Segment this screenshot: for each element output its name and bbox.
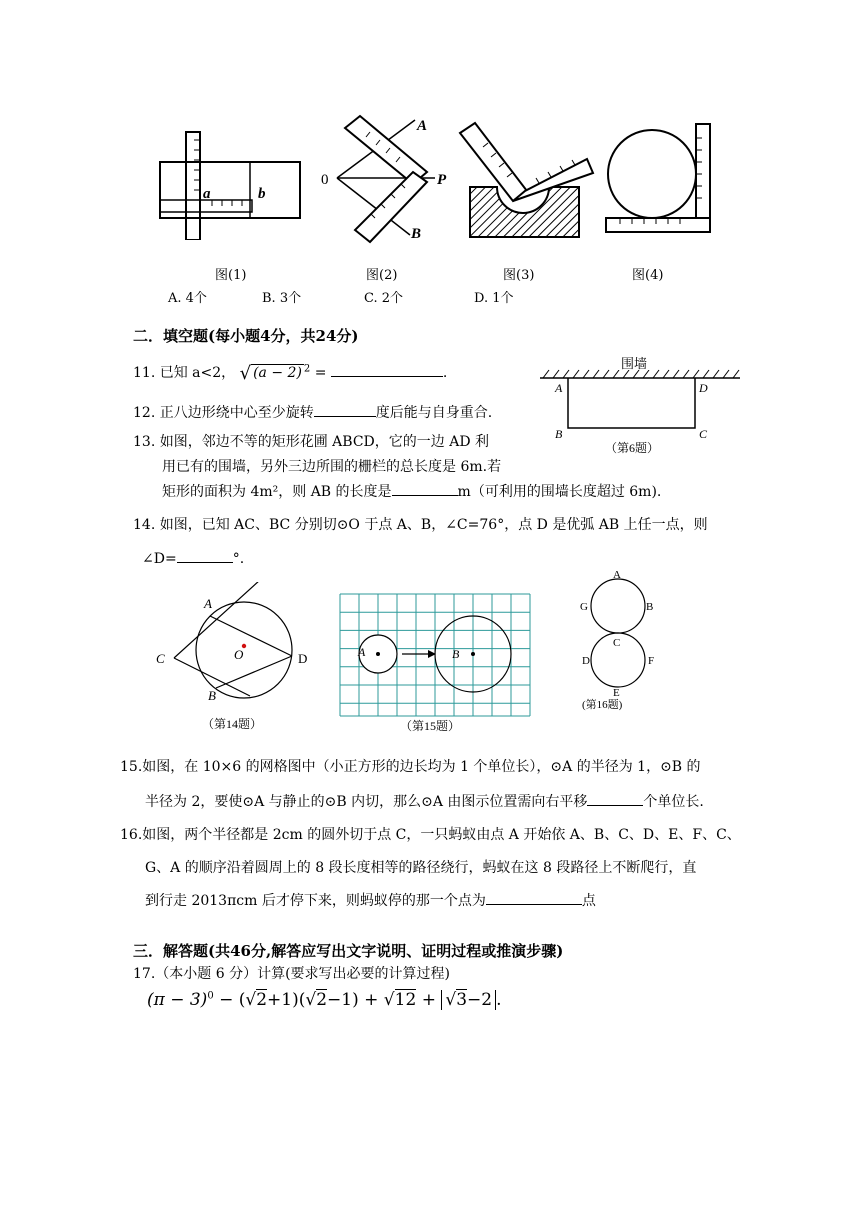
q13-answer-blank[interactable] [392,481,458,496]
q13-line3-post: m（可利用的围墙长度超过 6m). [457,484,662,500]
formula-pi-part: (π − 3) [147,990,208,1010]
fig15-caption: （第15题） [400,719,461,733]
q14-line1: 14. 如图，已知 AC、BC 分别切⊙O 于点 A、B，∠C=76°，点 D 是优弧 AB 上任一点，则 [133,517,708,533]
fig6-caption: （第6题） [605,441,660,455]
figure-3-groove-ruler [455,115,595,245]
formula-abs-value: √3−2 [441,990,496,1010]
fig14-label-a: A [204,596,212,611]
q16-line1: 16.如图，两个半径都是 2cm 的圆外切于点 C，一只蚂蚁由点 A 开始依 A、B、C、D、E、F、C、 [120,827,741,843]
q15-answer-blank[interactable] [587,791,643,806]
fig16-label-g: G [580,601,588,613]
fig3-caption: 图(3) [503,268,535,283]
question-12 [133,402,492,422]
q11-exp: 2 [303,363,311,375]
fig1-label-b: b [258,186,266,202]
q12-pre: 12. 正八边形绕中心至少旋转 [133,405,314,421]
choice-c: C. 2个 [364,291,404,306]
fig4-caption: 图(4) [632,268,664,283]
section2-title: 二．填空题(每小题4分，共24分) [133,327,359,345]
q17-line1: 17.（本小题 6 分）计算(要求写出必要的计算过程) [133,966,450,982]
fig15-label-b: B [452,647,460,661]
q12-answer-blank[interactable] [314,402,376,417]
formula-root12: 12 [394,990,417,1010]
q15-line1: 15.如图，在 10×6 的网格图中（小正方形的边长均为 1 个单位长），⊙A 的半径为 1，⊙B 的 [120,759,701,775]
q16-line2: G、A 的顺序沿着圆周上的 8 段长度相等的路径绕行，蚂蚁在这 8 段路径上不断爬行，直 [145,860,697,876]
fig15-label-a: A [358,645,366,659]
q15-line2-pre: 半径为 2，要使⊙A 与静止的⊙B 内切，那么⊙A 由图示位置需向右平移 [145,794,588,810]
fig16-label-c: C [613,637,621,649]
q13-line3-pre: 矩形的面积为 4m²，则 AB 的长度是 [162,484,392,500]
formula-minus: − ( [219,990,246,1010]
choice-a: A. 4个 [168,291,207,306]
fig16-label-d: D [582,655,590,667]
fig2-label-b: B [411,226,422,242]
figure-14-tangent-circle [150,582,320,732]
q11-sqrt-body: (a − 2) [253,365,302,381]
fig6-label-c: C [699,427,708,441]
formula-minus-one: −1) + [327,990,379,1010]
q13-line2: 用已有的围墙，另外三边所围的栅栏的总长度是 6m.若 [162,459,502,475]
fig16-caption: (第16题) [582,699,623,711]
fig16-label-e: E [613,687,620,699]
figure-4-circle-ruler [600,118,720,243]
q17-formula: $(\pi - 3)^0 - (√2+1)(√2-1) + √12 + √3-2$ . [147,990,502,1010]
fig14-label-b: B [208,688,216,703]
fig2-label-a: A [417,118,428,134]
question-13-line3 [162,481,661,501]
figure-2-angle-bisector [315,110,465,260]
figure-1-ruler-measure [150,120,310,240]
fig6-wall-label: 围墙 [621,356,648,371]
sqrt-icon: √ [239,362,252,384]
q16-answer-blank[interactable] [486,890,582,905]
fig2-label-o: 0 [321,172,329,188]
fig14-label-o: O [234,647,244,662]
question-11 [133,362,447,384]
q14-line2-post: °. [232,551,245,567]
q14-answer-blank[interactable] [177,548,233,563]
figure-6-rectangle-garden [535,352,745,460]
q16-line3-pre: 到行走 2013πcm 后才停下来，则蚂蚁停的那一个点为 [145,893,486,909]
formula-zero-exp: 0 [207,990,214,1002]
q11-pre: 11. 已知 a<2， [133,365,236,381]
fig16-label-a: A [613,569,621,581]
fig14-label-c: C [156,651,165,666]
fig2-caption: 图(2) [366,268,398,283]
fig6-label-d: D [699,381,708,395]
formula-root2-b: 2 [316,990,328,1010]
q12-post: 度后能与自身重合. [375,405,493,421]
q14-line2-pre: ∠D= [142,551,177,567]
choice-b: B. 3个 [262,291,302,306]
question-14-line2 [142,548,244,567]
formula-minus-two: −2 [467,990,493,1010]
fig6-label-a: A [555,381,563,395]
figure-15-grid-circles [336,590,534,736]
fig16-label-f: F [648,655,655,667]
fig14-label-d: D [298,651,308,666]
fig1-caption: 图(1) [215,268,247,283]
q11-end: . [442,365,448,381]
q15-line2-post: 个单位长. [643,794,704,810]
formula-plus-one: +1)( [267,990,306,1010]
question-16-line3 [145,890,596,910]
q13-line1: 13. 如图，邻边不等的矩形花圃 ABCD，它的一边 AD 利 [133,434,489,450]
choice-d: D. 1个 [474,291,514,306]
section3-title: 三．解答题(共46分,解答应写出文字说明、证明过程或推演步骤) [133,942,564,960]
q11-answer-blank[interactable] [331,362,443,377]
fig2-label-p: P [437,172,447,188]
formula-plus: + [421,990,436,1010]
fig14-caption: （第14题） [202,717,263,731]
figure-16-two-circles [570,566,670,716]
fig1-label-a: a [203,186,211,202]
fig16-label-b: B [646,601,654,613]
q16-line3-post: 点 [581,893,596,909]
question-15-line2 [145,791,704,811]
formula-root2-a: 2 [256,990,268,1010]
q11-eq: = [314,365,327,381]
fig6-label-b: B [555,427,563,441]
formula-root3: 3 [456,990,468,1010]
formula-dot: . [496,990,502,1010]
